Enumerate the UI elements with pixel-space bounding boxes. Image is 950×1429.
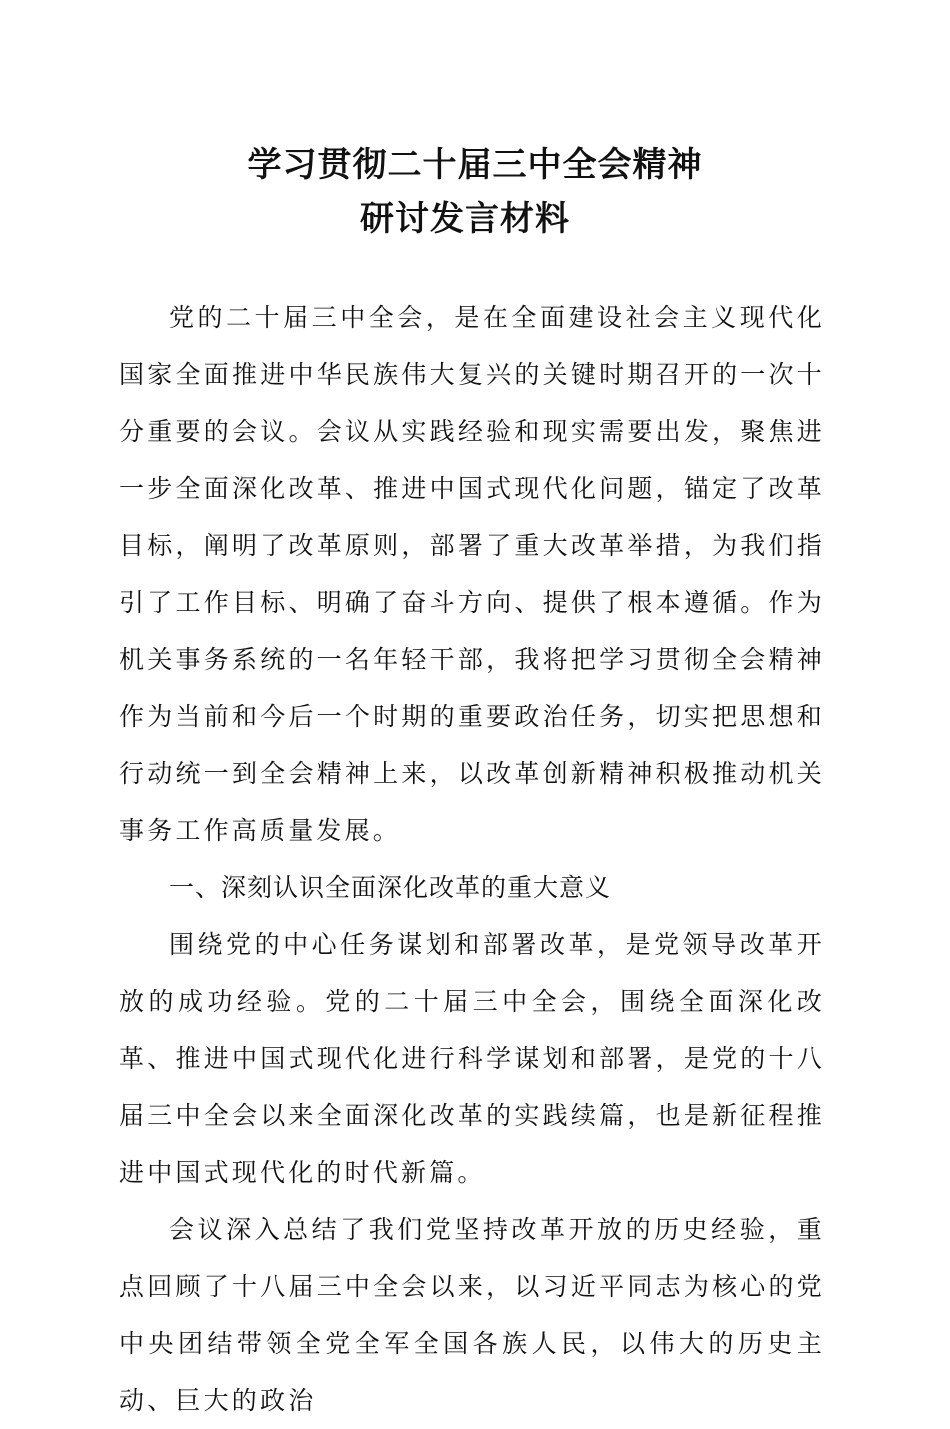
paragraph-intro: 党的二十届三中全会，是在全面建设社会主义现代化国家全面推进中华民族伟大复兴的关键时期召开的一次十分重要的会议。会议从实践经验和现实需要出发，聚焦进一步全面深化改革、推进中国式现代化问题，锚定了改革目标，阐明了改革原则，部署了重大改革举措，为我们指引了工作目标、明确了奋斗方向、提供了根本遵循。作为机关事务系统的一名年轻干部，我将把学习贯彻全会精神作为当前和今后一个时期的重要政治任务，切实把思想和行动统一到全会精神上来，以改革创新精神积极推动机关事务工作高质量发展。 xyxy=(119,303,825,845)
document-body xyxy=(119,289,825,1429)
paragraph-section1-b: 会议深入总结了我们党坚持改革开放的历史经验，重点回顾了十八届三中全会以来，以习近平同志为核心的党中央团结带领全党全军全国各族人民，以伟大的历史主动、巨大的政治 xyxy=(119,1215,825,1415)
document-title xyxy=(0,138,950,246)
title-line-1: 学习贯彻二十届三中全会精神 xyxy=(247,145,703,185)
section-heading-1: 一、深刻认识全面深化改革的重大意义 xyxy=(169,873,612,902)
title-line-2: 研讨发言材料 xyxy=(360,199,570,239)
paragraph-section1-a: 围绕党的中心任务谋划和部署改革，是党领导改革开放的成功经验。党的二十届三中全会，围绕全面深化改革、推进中国式现代化进行科学谋划和部署，是党的十八届三中全会以来全面深化改革的实践续篇，也是新征程推进中国式现代化的时代新篇。 xyxy=(119,930,825,1187)
